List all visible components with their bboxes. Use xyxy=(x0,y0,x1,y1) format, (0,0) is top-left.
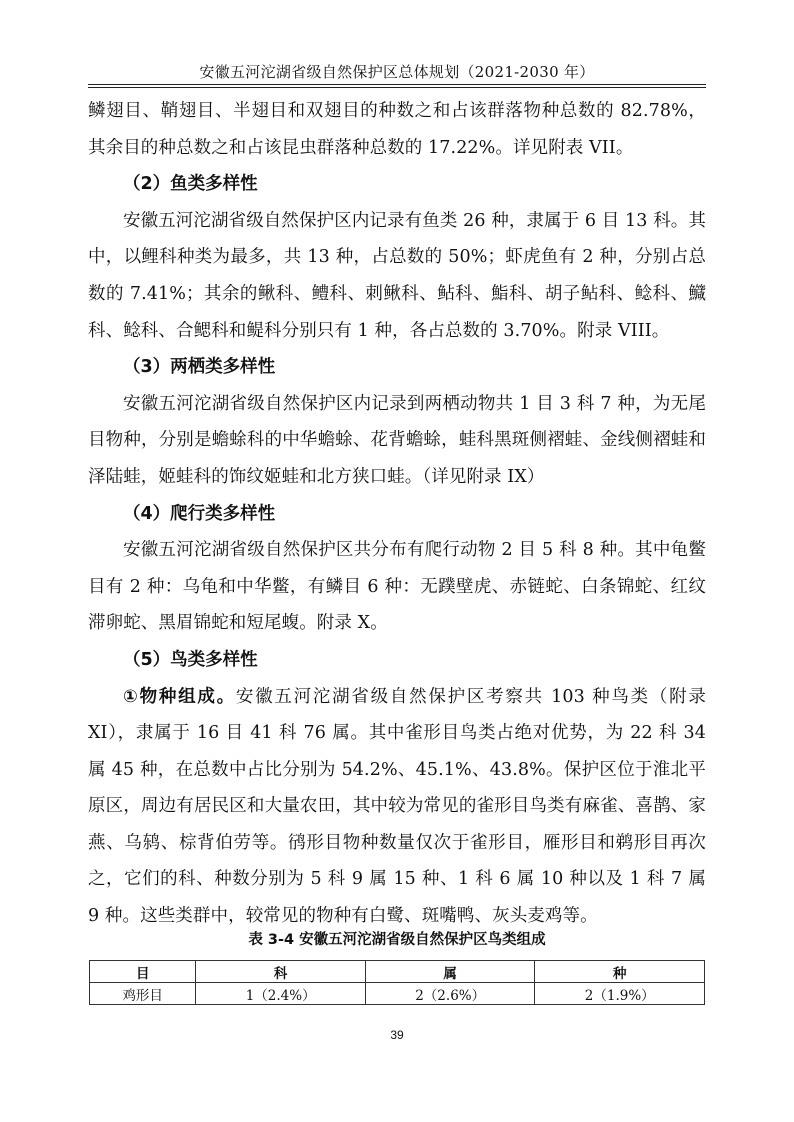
table-header-family: 科 xyxy=(196,961,366,983)
heading-bird: （5）鸟类多样性 xyxy=(123,649,258,670)
header-rule xyxy=(88,84,706,85)
table-cell-genus: 2（2.6%） xyxy=(365,983,535,1005)
paragraph-bird-text: 安徽五河沱湖省级自然保护区考察共 103 种鸟类（附录 XI），隶属于 16 目 41 科 76 属。其中雀形目鸟类占绝对优势，为 22 科 34 属 45 种，在总数中占比分别为 54.2%、45.1%、43.8%。保护区位于淮北平原区，周边有居民区和大量农田，其中较为常见的雀形目鸟类有麻雀、喜鹊、家燕、乌鸫、棕背伯劳等。鸻形目物种数量仅次于雀形目，雁形目和鹈形目再次之，它们的科、种数分别为 5 科 9 属 15 种、1 科 6 属 10 种以及 1 科 7 属 9 种。这些类群中，较常见的物种有白鹭、斑嘴鸭、灰头麦鸡等。 xyxy=(88,686,706,927)
table-title: 表 3-4 安徽五河沱湖省级自然保护区鸟类组成 xyxy=(248,932,546,948)
heading-amphibian: （3）两栖类多样性 xyxy=(123,357,276,378)
bird-lead-label: ①物种组成。 xyxy=(123,686,236,707)
table-header-species: 种 xyxy=(535,961,705,983)
page-number: 39 xyxy=(390,1028,404,1042)
body-text xyxy=(88,93,706,935)
paragraph-amphibian: 安徽五河沱湖省级自然保护区内记录到两栖动物共 1 目 3 科 7 种，为无尾目物种，分别是蟾蜍科的中华蟾蜍、花背蟾蜍，蛙科黑斑侧褶蛙、金线侧褶蛙和泽陆蛙，姬蛙科的饰纹姬蛙和北方狭口蛙。（详见附录 IX） xyxy=(88,393,706,487)
heading-reptile: （4）爬行类多样性 xyxy=(123,503,276,524)
paragraph-insect-end: 鳞翅目、鞘翅目、半翅目和双翅目的种数之和占该群落物种总数的 82.78%，其余目的种总数之和占该昆虫群落种总数的 17.22%。详见附表 VII。 xyxy=(88,101,706,158)
table-header-row xyxy=(90,961,705,983)
paragraph-fish: 安徽五河沱湖省级自然保护区内记录有鱼类 26 种，隶属于 6 目 13 科。其中，以鲤科种类为最多，共 13 种，占总数的 50%；虾虎鱼有 2 种，分别占总数的 7.41%；其余的鳅科、鳢科、刺鳅科、鲇科、鮨科、胡子鲇科、鲶科、鱵科、鲶科、合鳃科和鳀科分别只有 1 种，各占总数的 3.70%。附录 VIII。 xyxy=(88,210,706,341)
bird-composition-table xyxy=(89,960,705,1005)
table-row xyxy=(90,983,705,1005)
paragraph-reptile: 安徽五河沱湖省级自然保护区共分布有爬行动物 2 目 5 科 8 种。其中龟鳖目有 2 种：乌龟和中华鳖，有鳞目 6 种：无蹼壁虎、赤链蛇、白条锦蛇、红纹滞卵蛇、黑眉锦蛇和短尾蝮。附录 X。 xyxy=(88,540,706,634)
heading-fish: （2）鱼类多样性 xyxy=(123,174,258,195)
table-cell-order: 鸡形目 xyxy=(90,983,196,1005)
table-cell-family: 1（2.4%） xyxy=(196,983,366,1005)
table-header-genus: 属 xyxy=(365,961,535,983)
paragraph-bird xyxy=(88,679,706,935)
table-header-order: 目 xyxy=(90,961,196,983)
table-cell-species: 2（1.9%） xyxy=(535,983,705,1005)
header-rule-thin xyxy=(88,87,706,88)
page-header: 安徽五河沱湖省级自然保护区总体规划（2021-2030 年） xyxy=(199,63,595,81)
